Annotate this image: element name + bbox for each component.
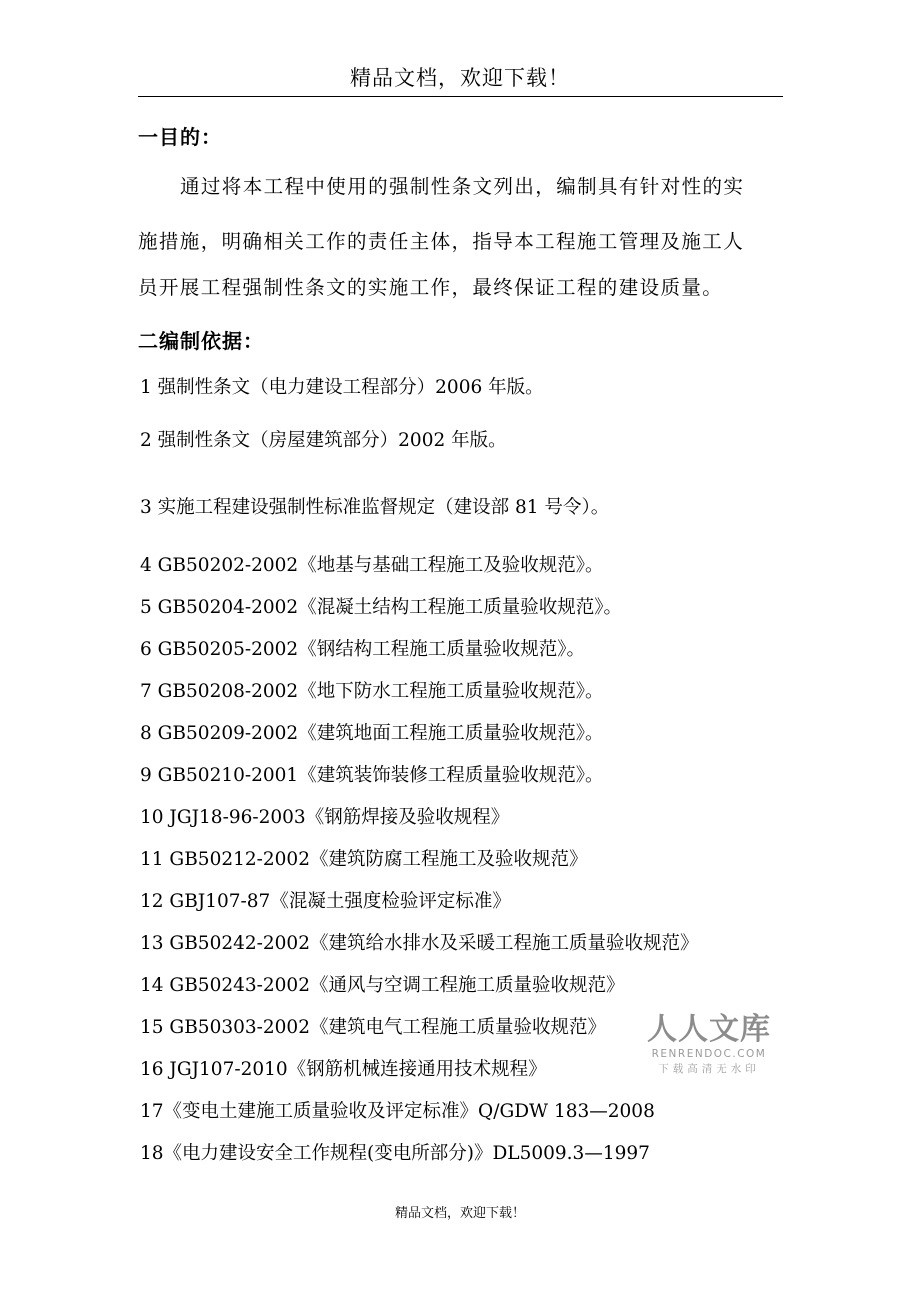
basis-list-item: 6 GB50205-2002《钢结构工程施工质量验收规范》。 (140, 639, 585, 660)
watermark-domain: RENRENDOC.COM (651, 1048, 767, 1060)
purpose-text-line: 员开展工程强制性条文的实施工作，最终保证工程的建设质量。 (138, 276, 724, 299)
basis-list-item: 17《变电土建施工质量验收及评定标准》Q/GDW 183—2008 (140, 1101, 655, 1122)
basis-list-item: 5 GB50204-2002《混凝土结构工程施工质量验收规范》。 (140, 597, 622, 618)
watermark (644, 1012, 774, 1077)
basis-list-item: 16 JGJ107-2010《钢筋机械连接通用技术规程》 (140, 1059, 547, 1080)
basis-list-item: 13 GB50242-2002《建筑给水排水及采暖工程施工质量验收规范》 (140, 933, 699, 954)
header-divider (138, 96, 783, 97)
basis-list-item: 4 GB50202-2002《地基与基础工程施工及验收规范》。 (140, 555, 604, 576)
watermark-slogan: 下载高清无水印 (658, 1063, 760, 1075)
basis-list-item: 12 GBJ107-87《混凝土强度检验评定标准》 (140, 891, 511, 912)
basis-list-item: 10 JGJ18-96-2003《钢筋焊接及验收规程》 (140, 807, 510, 828)
purpose-text-line: 施措施，明确相关工作的责任主体，指导本工程施工管理及施工人 (138, 230, 745, 253)
basis-list-item: 3 实施工程建设强制性标准监督规定（建设部 81 号令）。 (140, 497, 610, 518)
basis-list-item: 18《电力建设安全工作规程(变电所部分)》DL5009.3—1997 (140, 1143, 650, 1164)
basis-list-item: 11 GB50212-2002《建筑防腐工程施工及验收规范》 (140, 849, 588, 870)
purpose-text-line: 通过将本工程中使用的强制性条文列出，编制具有针对性的实 (180, 175, 745, 198)
page-header-title: 精品文档，欢迎下载！ (350, 66, 570, 90)
basis-list-item: 9 GB50210-2001《建筑装饰装修工程质量验收规范》。 (140, 765, 604, 786)
basis-list-item: 14 GB50243-2002《通风与空调工程施工质量验收规范》 (140, 975, 625, 996)
basis-list-item: 8 GB50209-2002《建筑地面工程施工质量验收规范》。 (140, 723, 604, 744)
watermark-title: 人人文库 (647, 1012, 771, 1047)
page-footer: 精品文档，欢迎下载！ (394, 1206, 525, 1221)
section-heading-basis: 二编制依据： (138, 329, 264, 353)
section-heading-purpose: 一目的： (138, 125, 222, 149)
basis-list-item: 7 GB50208-2002《地下防水工程施工质量验收规范》。 (140, 681, 604, 702)
basis-list-item: 1 强制性条文（电力建设工程部分）2006 年版。 (140, 377, 544, 398)
basis-list-item: 15 GB50303-2002《建筑电气工程施工质量验收规范》 (140, 1017, 606, 1038)
basis-list-item: 2 强制性条文（房屋建筑部分）2002 年版。 (140, 430, 507, 451)
